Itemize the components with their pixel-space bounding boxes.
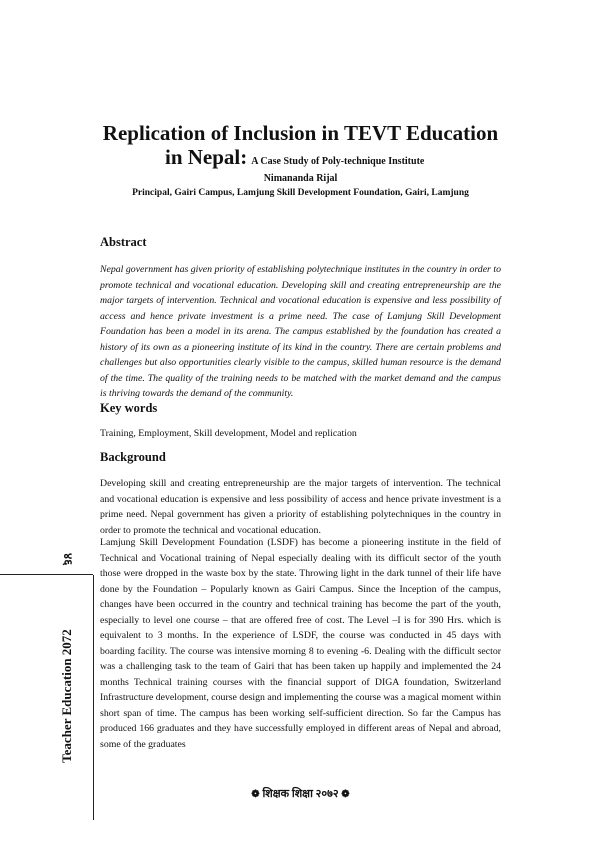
- author-affiliation: Principal, Gairi Campus, Lamjung Skill Development Foundation, Gairi, Lamjung: [132, 188, 469, 198]
- background-paragraph-2: Lamjung Skill Development Foundation (LSDF) has become a pioneering institute in the field of Technical and Vocational training of Nepal especially dealing with its difficult sector of the youth those were dropped in the waste box by the state. Throwing light in the dark tunnel of their life have done by the Foundation – Popularly known as Gairi Campus. Since the Inception of the campus, changes have been occurred in the country and technical training has become the part of the youth, especially to level one course – that are offered free of cost. The Level –I is for 390 Hrs. which is equivalent to 3 months. In the experience of LSDF, the course was conducted in 45 days with boarding facility. The course was intensive morning 8 to evening -6. Dealing with the difficult sector was a challenging task to the team of Gairi that has been taken up happily and implemented the 24 months Technical training courses with the financial support of DIGA foundation, Switzerland Infrastructure development, course design and implementing the course was a magical moment within short span of time. The campus has been working self-sufficient direction. So far the Campus has produced 166 graduates and they have successfully employed in different areas of Nepal and abroad, some of the graduates: [100, 537, 501, 750]
- page-number: ४६: [61, 553, 75, 566]
- footer-text: शिक्षक शिक्षा २०७२: [262, 788, 339, 800]
- keywords-text: Training, Employment, Skill development, Model and replication: [100, 428, 357, 439]
- paper-title-line1: Replication of Inclusion in TEVT Education: [102, 121, 499, 145]
- journal-sidebar-text: Teacher Education 2072: [59, 629, 74, 763]
- background-paragraph-1: Developing skill and creating entrepreneurship are the major targets of intervention. The technical and vocational education is expensive and less possibility of access and hence private investment is a prime need. Nepal government has given a priority of establishing polytechniques in the country in order to promote the technical and vocational education.: [100, 478, 501, 536]
- keywords-heading: Key words: [100, 401, 158, 415]
- paper-title-line2: [165, 145, 585, 174]
- margin-vertical-rule: [93, 575, 94, 820]
- flower-ornament-icon: ❁: [341, 789, 350, 800]
- abstract-heading: Abstract: [100, 235, 147, 249]
- background-heading: Background: [100, 450, 166, 464]
- flower-ornament-icon: ❁: [251, 789, 260, 800]
- page-footer: [0, 786, 601, 801]
- abstract-text: Nepal government has given priority of establishing polytechnique institutes in the country in order to promote technical and vocational education. Developing skill and creating entrepreneurship are the major targets of intervention. Technical and vocational education is expensive and less possibility of access and hence private investment is a prime need. The case of Lamjung Skill Development Foundation has been a model in its arena. The campus established by the foundation has created a history of its own as a pioneering institute of its kind in the country. There are certain problems and challenges but also opportunities clearly visible to the campus, skilled human resource is the demand of the time. The quality of the training needs to be matched with the market demand and the campus is thriving towards the demand of the community.: [100, 264, 501, 399]
- author-name: Nimananda Rijal: [263, 173, 338, 184]
- paper-title-line2-text: in Nepal:: [165, 145, 248, 169]
- margin-horizontal-rule: [0, 574, 93, 575]
- paper-subtitle: A Case Study of Poly-technique Institute: [251, 156, 425, 167]
